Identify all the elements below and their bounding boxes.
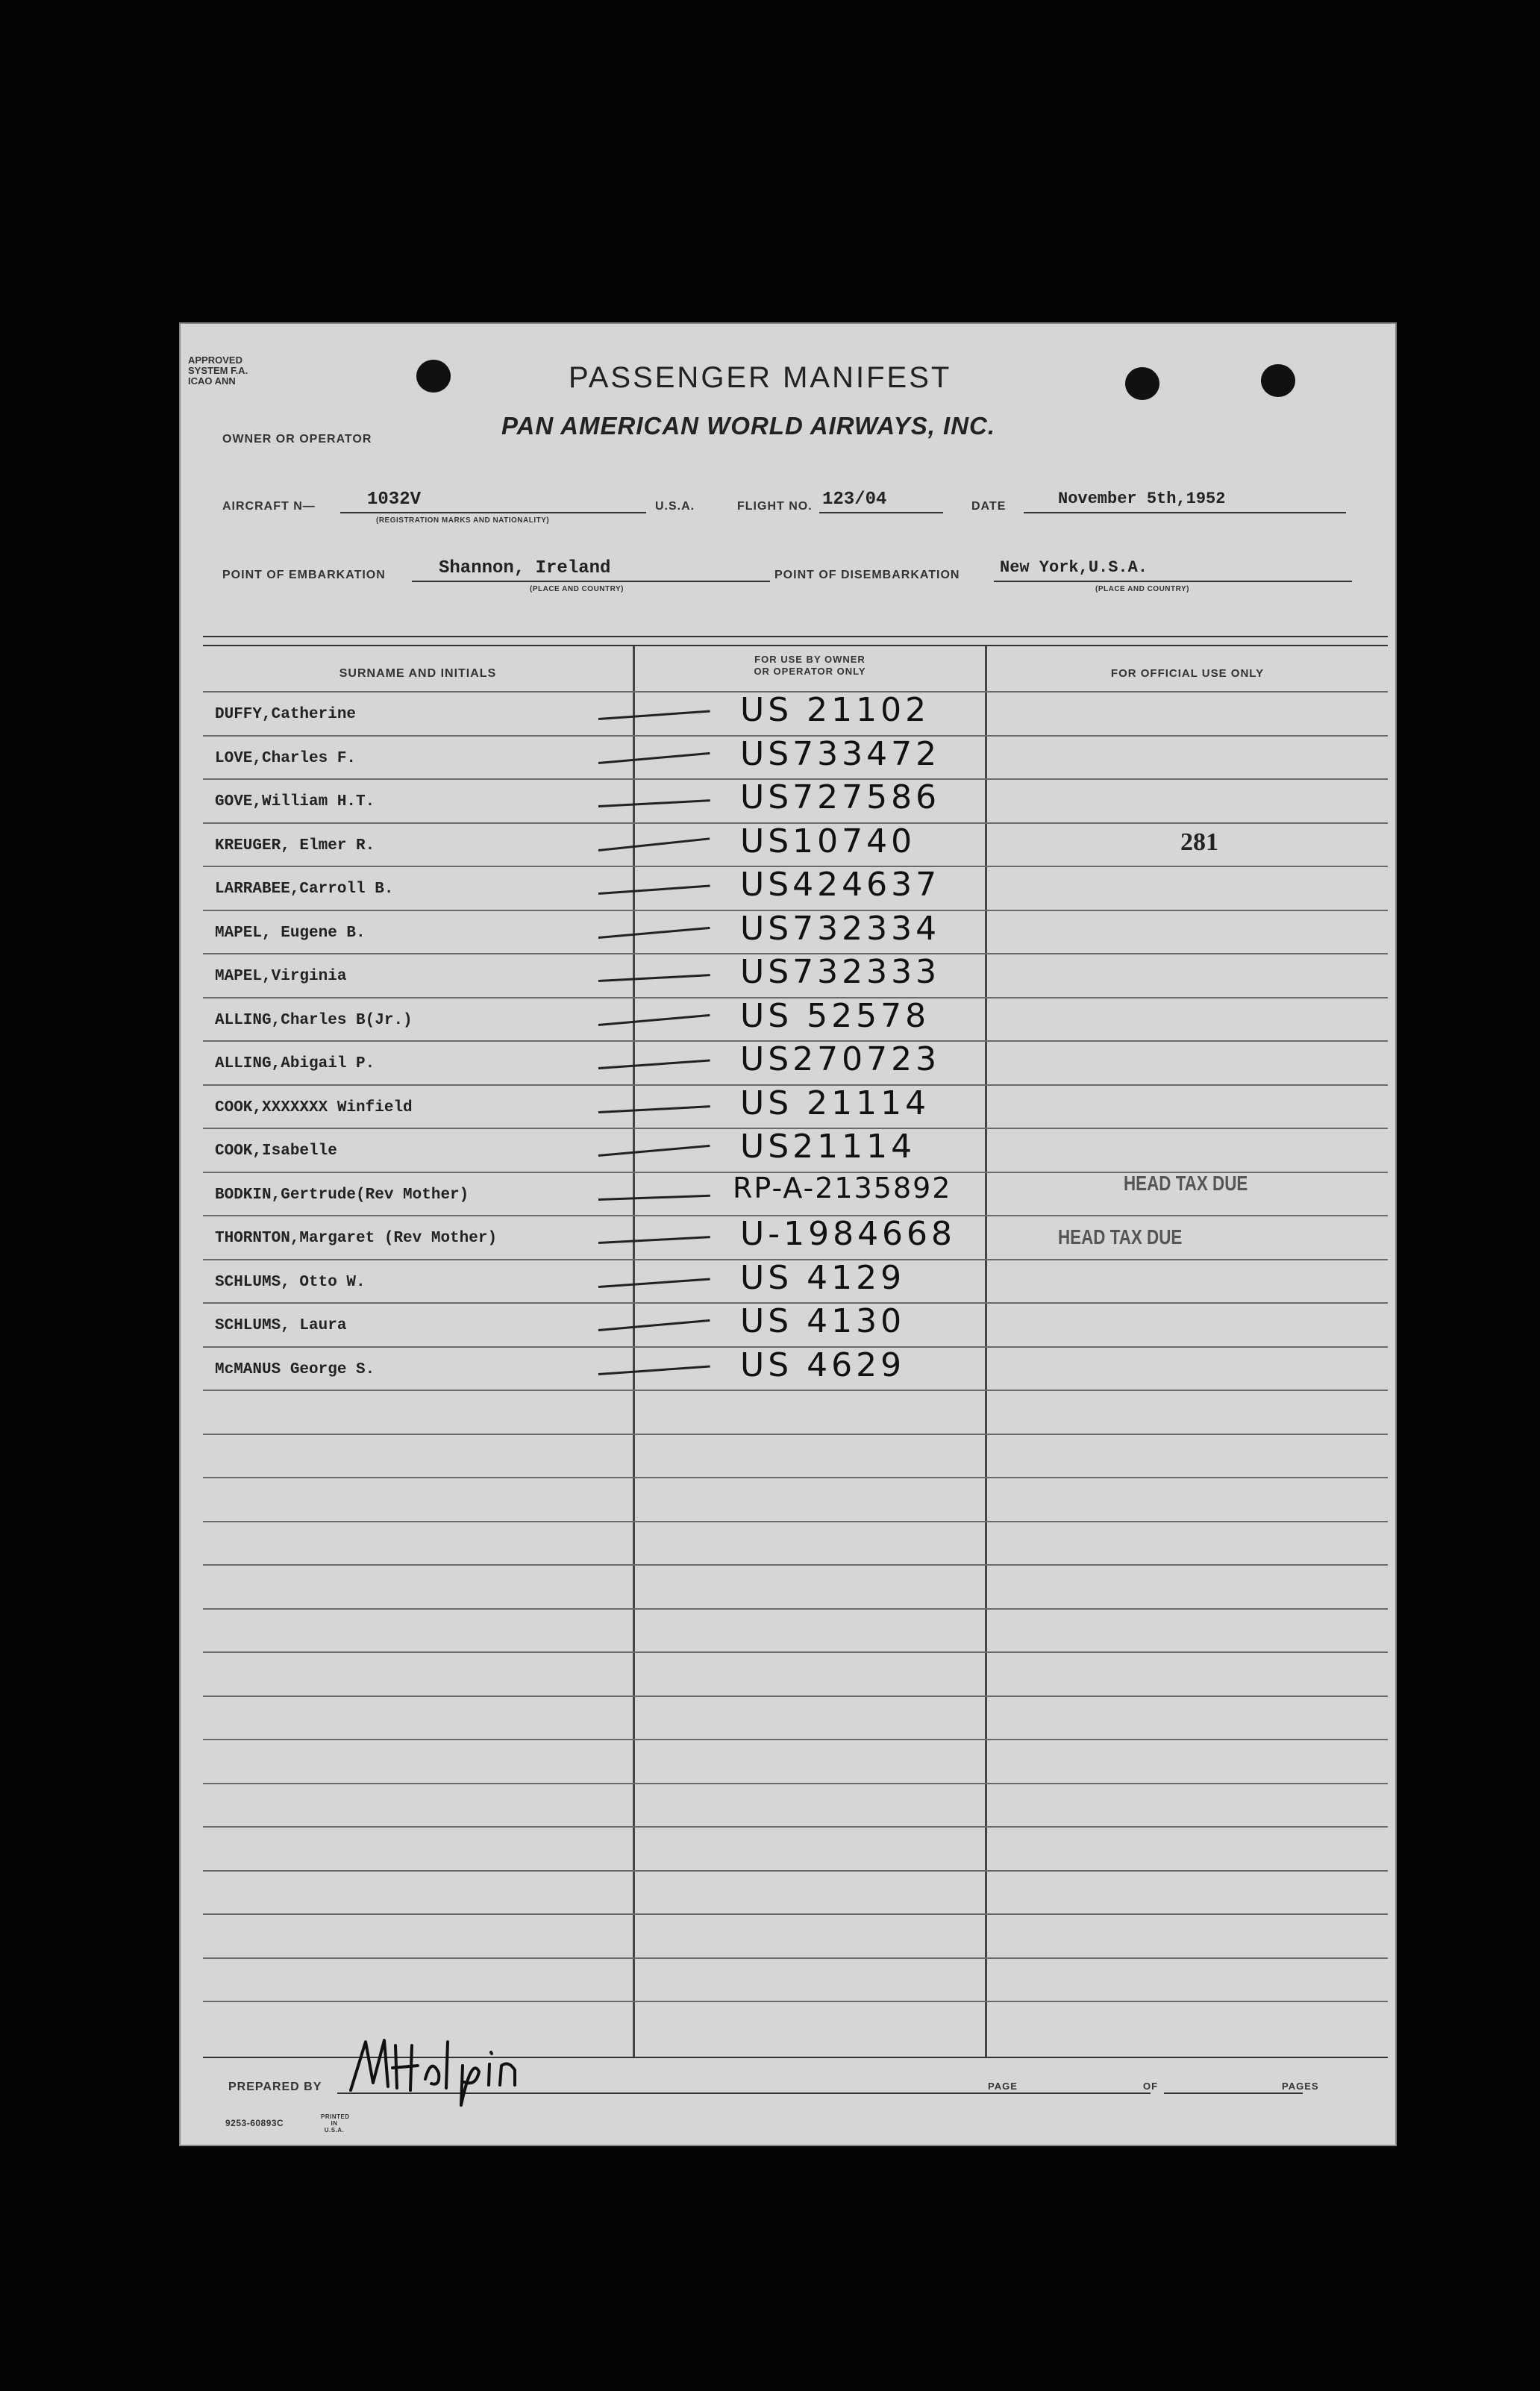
- signature: [343, 2027, 612, 2109]
- aircraft-value: 1032V: [367, 490, 422, 510]
- punch-hole: [1125, 367, 1159, 400]
- prepared-label: PREPARED BY: [228, 2081, 322, 2093]
- check-mark: [598, 1236, 710, 1244]
- passport-number: RP-A-2135892: [733, 1171, 952, 1204]
- passenger-name: ALLING,Charles B(Jr.): [215, 1011, 413, 1029]
- form-title: PASSENGER MANIFEST: [569, 361, 952, 394]
- row-rule: [203, 1739, 1388, 1740]
- check-mark: [598, 799, 710, 807]
- usa-label: U.S.A.: [655, 500, 695, 513]
- flight-label: FLIGHT NO.: [737, 500, 813, 513]
- check-mark: [598, 1013, 710, 1025]
- aircraft-label: AIRCRAFT N—: [222, 500, 316, 513]
- passport-number: US733472: [740, 734, 941, 773]
- of-label: OF: [1143, 2081, 1159, 2092]
- row-rule: [203, 1913, 1388, 1915]
- company-name: PAN AMERICAN WORLD AIRWAYS, INC.: [501, 412, 996, 440]
- disembark-label: POINT OF DISEMBARKATION: [774, 569, 960, 581]
- approval-line: APPROVED: [188, 354, 242, 366]
- date-value: November 5th,1952: [1058, 490, 1226, 508]
- passenger-name: THORNTON,Margaret (Rev Mother): [215, 1230, 498, 1247]
- official-note: 281: [1180, 828, 1218, 856]
- passport-number: US 4629: [740, 1345, 906, 1384]
- passenger-name: MAPEL,Virginia: [215, 968, 347, 985]
- aircraft-sub: (REGISTRATION MARKS AND NATIONALITY): [376, 516, 550, 525]
- check-mark: [598, 1365, 710, 1375]
- official-note: HEAD TAX DUE: [1058, 1225, 1183, 1248]
- passport-number: US10740: [740, 822, 916, 860]
- row-rule: [203, 1826, 1388, 1828]
- passenger-name: McMANUS George S.: [215, 1360, 375, 1378]
- approval-line: SYSTEM F.A.: [188, 365, 248, 376]
- check-mark: [598, 710, 710, 720]
- passport-number: US727586: [740, 778, 941, 816]
- row-rule: [203, 1390, 1388, 1391]
- passenger-name: LOVE,Charles F.: [215, 749, 357, 767]
- official-note: HEAD TAX DUE: [1124, 1171, 1248, 1195]
- passport-number: US 21102: [740, 691, 930, 729]
- manifest-form: [179, 322, 1397, 2146]
- disembark-value: New York,U.S.A.: [1000, 558, 1148, 577]
- passport-number: US732333: [740, 953, 941, 991]
- passport-number: US270723: [740, 1040, 941, 1078]
- row-rule: [203, 1783, 1388, 1784]
- passenger-name: DUFFY,Catherine: [215, 706, 357, 723]
- passport-number: US 4130: [740, 1302, 906, 1340]
- owner-label: OWNER OR OPERATOR: [222, 433, 372, 446]
- check-mark: [598, 1319, 710, 1331]
- check-mark: [598, 926, 710, 938]
- embark-value: Shannon, Ireland: [439, 558, 611, 578]
- row-rule: [203, 2001, 1388, 2002]
- passenger-name: LARRABEE,Carroll B.: [215, 881, 394, 898]
- column-header-owner-1: FOR USE BY OWNER: [754, 654, 866, 665]
- approval-line: ICAO ANN: [188, 375, 236, 387]
- row-rule: [203, 1651, 1388, 1653]
- row-rule: [203, 1695, 1388, 1697]
- passport-number: US 4129: [740, 1258, 906, 1297]
- check-mark: [598, 751, 710, 763]
- passenger-name: COOK,Isabelle: [215, 1143, 337, 1160]
- column-header-owner-2: OR OPERATOR ONLY: [754, 666, 866, 677]
- row-rule: [203, 1608, 1388, 1610]
- check-mark: [598, 974, 710, 982]
- passport-number: U-1984668: [740, 1215, 957, 1253]
- row-rule: [203, 1434, 1388, 1435]
- form-number: 9253-60893C: [225, 2118, 284, 2128]
- passport-number: US 21114: [740, 1084, 930, 1122]
- column-header-names: SURNAME AND INITIALS: [339, 667, 497, 680]
- embark-sub: (PLACE AND COUNTRY): [530, 585, 624, 593]
- passport-number: US 52578: [740, 996, 930, 1035]
- passenger-name: SCHLUMS, Laura: [215, 1317, 347, 1334]
- disembark-sub: (PLACE AND COUNTRY): [1095, 585, 1189, 593]
- passenger-name: MAPEL, Eugene B.: [215, 924, 366, 942]
- approval-stamp: [188, 355, 248, 387]
- check-mark: [598, 1145, 710, 1157]
- row-rule: [203, 1477, 1388, 1478]
- check-mark: [598, 1105, 710, 1113]
- date-label: DATE: [971, 500, 1007, 513]
- passenger-name: SCHLUMS, Otto W.: [215, 1273, 366, 1291]
- flight-value: 123/04: [822, 490, 887, 510]
- punch-hole: [1261, 364, 1295, 397]
- passenger-name: GOVE,William H.T.: [215, 793, 375, 810]
- row-rule: [203, 1521, 1388, 1522]
- pages-label: PAGES: [1282, 2081, 1319, 2092]
- column-header-official: FOR OFFICIAL USE ONLY: [1110, 667, 1265, 680]
- row-rule: [203, 1870, 1388, 1872]
- printed-label: PRINTED IN U.S.A.: [321, 2113, 350, 2134]
- check-mark: [598, 885, 710, 895]
- passenger-name: BODKIN,Gertrude(Rev Mother): [215, 1186, 469, 1204]
- check-mark: [598, 837, 710, 851]
- passenger-name: KREUGER, Elmer R.: [215, 837, 375, 854]
- check-mark: [598, 1194, 710, 1200]
- passenger-name: ALLING,Abigail P.: [215, 1055, 375, 1072]
- row-rule: [203, 1957, 1388, 1959]
- passport-number: US21114: [740, 1128, 916, 1166]
- passport-number: US424637: [740, 866, 941, 904]
- passenger-name: COOK,XXXXXXX Winfield: [215, 1098, 413, 1116]
- check-mark: [598, 1060, 710, 1069]
- punch-hole: [416, 360, 451, 393]
- passport-number: US732334: [740, 909, 941, 948]
- page-label: PAGE: [988, 2081, 1018, 2092]
- check-mark: [598, 1278, 710, 1287]
- embark-label: POINT OF EMBARKATION: [222, 569, 386, 581]
- row-rule: [203, 1564, 1388, 1566]
